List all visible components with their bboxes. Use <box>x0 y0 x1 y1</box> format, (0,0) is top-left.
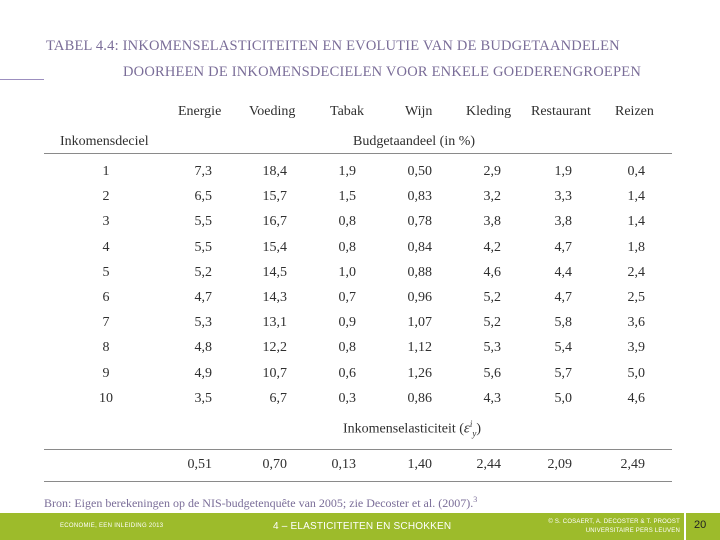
table-cell: 7,3 <box>194 164 212 179</box>
table-cell: 0,96 <box>407 290 432 305</box>
table-cell: 5,5 <box>194 239 212 255</box>
elasticity-value: 2,49 <box>620 457 645 472</box>
table-cell: 6,7 <box>269 390 287 406</box>
decile-label: 1 <box>102 164 110 179</box>
footer-course-title: ECONOMIE, EEN INLEIDING 2013 <box>60 523 164 529</box>
elasticity-value: 2,44 <box>476 457 501 472</box>
title-accent-rule <box>0 79 44 80</box>
table-cell: 1,07 <box>407 315 432 331</box>
table-cell: 3,8 <box>483 214 501 230</box>
table-cell: 4,9 <box>194 365 212 381</box>
table-cell: 2,5 <box>627 290 645 305</box>
table-cell: 0,4 <box>627 164 645 179</box>
table-cell: 0,3 <box>338 390 356 406</box>
table-cell: 13,1 <box>262 315 287 331</box>
table-cell: 4,3 <box>483 390 501 406</box>
table-cell: 4,8 <box>194 340 212 356</box>
column-header-restaurant: Restaurant <box>531 104 591 119</box>
footer-copyright-line-1: © S. COSAERT, A. DECOSTER & T. PROOST <box>548 519 680 525</box>
footer-copyright <box>540 518 680 536</box>
table-cell: 0,8 <box>338 239 356 255</box>
source-text: Bron: Eigen berekeningen op de NIS-budgetenquête van 2005; zie Decoster et al. (2007). <box>44 496 474 510</box>
table-cell: 4,7 <box>554 290 572 305</box>
table-cell: 5,2 <box>194 264 212 280</box>
table-cell: 1,9 <box>338 164 356 179</box>
decile-label: 7 <box>102 315 110 331</box>
table-cell: 0,83 <box>407 189 432 205</box>
table-cell: 5,7 <box>554 365 572 381</box>
table-cell: 0,8 <box>338 214 356 230</box>
slide-title-line-1: TABEL 4.4: INKOMENSELASTICITEITEN EN EVOLUTIE VAN DE BUDGETAANDELEN <box>46 38 620 54</box>
column-header-wijn: Wijn <box>405 104 433 119</box>
table-cell: 5,8 <box>554 315 572 331</box>
row-header-label: Inkomensdeciel <box>60 134 149 149</box>
table-cell: 5,5 <box>194 214 212 230</box>
decile-label: 5 <box>102 264 110 280</box>
table-cell: 1,9 <box>554 164 572 179</box>
table-cell: 0,88 <box>407 264 432 280</box>
table-cell: 0,7 <box>338 290 356 305</box>
table-cell: 5,2 <box>483 290 501 305</box>
table-cell: 1,0 <box>338 264 356 280</box>
elasticity-label <box>343 419 481 438</box>
table-cell: 14,5 <box>262 264 287 280</box>
table-cell: 0,6 <box>338 365 356 381</box>
table-cell: 0,84 <box>407 239 432 255</box>
table-cell: 1,8 <box>627 239 645 255</box>
source-note <box>44 495 477 511</box>
elasticity-symbol: ε <box>463 420 470 437</box>
table-cell: 4,6 <box>483 264 501 280</box>
column-header-reizen: Reizen <box>615 104 654 119</box>
table-cell: 1,12 <box>407 340 432 356</box>
table-cell: 0,9 <box>338 315 356 331</box>
column-header-voeding: Voeding <box>249 104 296 119</box>
decile-label: 2 <box>102 189 110 205</box>
table-cell: 18,4 <box>262 164 287 179</box>
elasticity-symbol-sub: y <box>472 428 477 439</box>
table-cell: 4,7 <box>554 239 572 255</box>
elasticity-value: 2,09 <box>547 457 572 472</box>
table-cell: 15,4 <box>262 239 287 255</box>
elasticity-value: 1,40 <box>407 457 432 472</box>
table-cell: 3,8 <box>554 214 572 230</box>
table-cell: 5,4 <box>554 340 572 356</box>
decile-label: 10 <box>99 390 113 406</box>
elasticity-value: 0,51 <box>187 457 212 472</box>
table-cell: 1,26 <box>407 365 432 381</box>
table-cell: 3,2 <box>483 189 501 205</box>
elasticity-label-text: Inkomenselasticiteit ( <box>343 421 464 437</box>
elasticity-label-close: ) <box>476 421 482 437</box>
slide-title-line-2: DOORHEEN DE INKOMENSDECIELEN VOOR ENKELE GOEDERENGROEPEN <box>123 64 641 80</box>
table-cell: 0,86 <box>407 390 432 406</box>
table-cell: 4,7 <box>194 290 212 305</box>
footer-bar <box>0 513 720 540</box>
table-cell: 5,0 <box>554 390 572 406</box>
table-cell: 3,6 <box>627 315 645 331</box>
decile-label: 8 <box>102 340 110 356</box>
decile-label: 3 <box>102 214 110 230</box>
table-cell: 6,5 <box>194 189 212 205</box>
table-cell: 15,7 <box>262 189 287 205</box>
footer-chapter-title: 4 – ELASTICITEITEN EN SCHOKKEN <box>273 521 452 532</box>
table-cell: 14,3 <box>262 290 287 305</box>
header-divider <box>44 153 672 154</box>
elasticity-value: 0,13 <box>331 457 356 472</box>
source-footnote-marker: 3 <box>473 495 478 504</box>
table-cell: 3,3 <box>554 189 572 205</box>
footer-copyright-line-2: UNIVERSITAIRE PERS LEUVEN <box>585 528 680 534</box>
table-bottom-rule <box>44 481 672 482</box>
decile-label: 4 <box>102 239 110 255</box>
table-cell: 1,4 <box>627 214 645 230</box>
table-cell: 5,2 <box>483 315 501 331</box>
table-cell: 10,7 <box>262 365 287 381</box>
footer-separator <box>684 513 686 540</box>
table-cell: 0,8 <box>338 340 356 356</box>
table-cell: 5,3 <box>194 315 212 331</box>
column-header-tabak: Tabak <box>330 104 365 119</box>
budget-share-label: Budgetaandeel (in %) <box>353 134 476 149</box>
table-cell: 0,50 <box>407 164 432 179</box>
table-cell: 3,9 <box>627 340 645 356</box>
slide-title <box>46 33 686 85</box>
table-cell: 2,9 <box>483 164 501 179</box>
elasticity-divider <box>44 449 672 450</box>
elasticity-symbol-sup: i <box>469 419 473 429</box>
table-cell: 3,5 <box>194 390 212 406</box>
decile-label: 9 <box>102 365 110 381</box>
column-header-energie: Energie <box>178 104 222 119</box>
table-cell: 2,4 <box>627 264 645 280</box>
column-header-kleding: Kleding <box>466 104 512 119</box>
table-cell: 1,4 <box>627 189 645 205</box>
table-cell: 5,3 <box>483 340 501 356</box>
table-cell: 0,78 <box>407 214 432 230</box>
table-cell: 5,0 <box>627 365 645 381</box>
table-cell: 16,7 <box>262 214 287 230</box>
table-cell: 12,2 <box>262 340 287 356</box>
page-number: 20 <box>694 519 707 531</box>
table-cell: 1,5 <box>338 189 356 205</box>
table-cell: 4,6 <box>627 390 645 406</box>
elasticity-value: 0,70 <box>262 457 287 472</box>
table-cell: 4,4 <box>554 264 572 280</box>
decile-label: 6 <box>102 290 110 305</box>
table-cell: 5,6 <box>483 365 501 381</box>
table-cell: 4,2 <box>483 239 501 255</box>
